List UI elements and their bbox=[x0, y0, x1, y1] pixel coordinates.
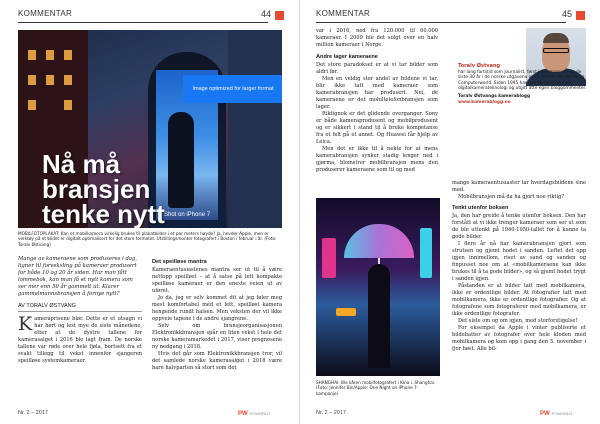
shot-on-label: Shot on iPhone 7 bbox=[164, 212, 211, 218]
shanghai-photo bbox=[316, 198, 440, 376]
photo-caption: SHANGHAI: Ble kåren mobilfotografert i Kina i. Shanghai. (Foto: Jennifer Bin/Apple: One Night on iPhone 7-kampanje) bbox=[316, 380, 436, 396]
subheading: Andre lager kameraene bbox=[316, 54, 378, 60]
byline: AV TORALV ØSTVANG bbox=[18, 303, 142, 312]
author-description: har lang fartstid som journalist, først i dagspressen og de siste 30 år i de norske utgavene av PC World, Macworld og Computerworld. Siden 1995 har han skrevet mye om digitalkamerateknologi og utgitt åtte egen bloggommenter. bbox=[458, 69, 587, 92]
subheading: Tenkt utenfor boksen bbox=[452, 205, 509, 211]
page-marker bbox=[275, 11, 284, 20]
dropcap: K bbox=[18, 313, 33, 335]
hero-photo bbox=[18, 30, 282, 228]
author-bio bbox=[458, 64, 588, 105]
header-rule bbox=[18, 22, 268, 23]
page-marker bbox=[576, 11, 585, 20]
col2: mange kameraentusiaster tar hverdagsbildene sine med. Mobilbransjen må da ha gjort noe riktig? Tenkt utenfor boksen Ja, den har greide å tenke utenfor boksen. Den har forstått at vi ikke trenger kameraer som ser ut som de ble uttenkt på 1940-1950-tallet for å kunne ta gode bilder. I flere år nå har kamerabransjen gjort som strutsen og gjemt hodet i sanden. Leftet det opp igjen innimellom, riset av sand og sanden og finpusset noe om at «mobilkameraene kan ikke brukes til å ta gode bilder», og så gjemt hodet trygt i sanden igjen. Påstanden er at bilder tatt med mobilkamera, ikke er ordentlige bilder. At fotografier tatt med mobilkamera, ikke er ordentlige fotografier. Og at fotografene som fotograferer med mobilkamera, er ikke ordentlige fotografer. Det siste om og om igjen, med storforstigelse! For eksempel da Apple i vinter publiserte et bildebatter av fotografer over hele kloden med mobilkamera og kom opp i gang den 5. november i fjor høst. Alle bil- bbox=[452, 180, 586, 352]
footer-logo: PW PCWORLD bbox=[238, 411, 271, 417]
col1: var i 2016, ned fra 120.000 til 60.000 kameraer. I 2009 ble det solgt over en halv million kameraer i Norge. Andre lager kameraene Det store paradokset er at vi tar bilder som aldri før. Men en veldig stor andel av bildene vi tar, blir ikke tatt med kameraer som kamerabransjen har produsert. Nei, de kameraene er det mobiltelefonbransjen som lager. Riktignok er det glidende overganger. Sony er både kameraprodusent og mobilprodusent og er sikkert i stand til å bruke kompetanse fra et felt på et annet. Og Huawei får hjelp av Leica. Men det er ikke til å nekte for at mens kamerabransjen synker stadig lenger ned i gjørma, blomstrer mobilbransjen mens den produserer kameraene som til og med bbox=[316, 28, 438, 173]
subheading: Det speilløse mantra bbox=[152, 259, 207, 265]
blog-label: Toralv Østvangs kamerablogg bbox=[458, 93, 531, 99]
author-name: Toralv Østvang bbox=[458, 63, 501, 69]
footer-issue: Nr. 2 – 2017 bbox=[316, 410, 346, 416]
header-rule bbox=[316, 22, 566, 23]
page-number: 45 bbox=[562, 9, 573, 19]
photo-caption: MOBILFOTOPLAKAT: Kan et mobilkamera virkelig brukes til plakatbilder i et par meters høyde? Ja, hevder Apple, men er verktøy på et bildet er digitalt optimalisert for det store formatet. Utstillingsmonter fotografert i Boston i februar i år. (Foto: Toralv Østvang) bbox=[18, 231, 277, 247]
left-column bbox=[18, 256, 142, 365]
silhouette bbox=[168, 112, 194, 208]
optimized-label: Image optimized for larger format bbox=[183, 75, 282, 103]
blog-link[interactable]: www.kamerablogg.no bbox=[458, 99, 511, 105]
right-page bbox=[300, 0, 600, 424]
body-text: Kameraprisene blør. Dette er et utsagn vi har hørt og lest mye de siste månedene, etter at de dystre tallene for kamerasalget i 2016 ble lagt fram. De norske tallene var røde over hele fjøla, bortsett fra et svakt tillegg til vekst innenfor sjangeren speilløse systemkameraer. bbox=[18, 313, 142, 364]
page-number: 44 bbox=[261, 9, 272, 19]
lead-paragraph: Mange av kameraene som produseres i dag, ligner til forveksling på kameraer produsert for både 10 og 20 år siden. Har man fått lommebok, kan man få et nytt kamera som ser mer enn 50 år gammelt ut. Klarer gammelmannsbransjen å fornye nytt? bbox=[18, 256, 138, 297]
section-header: KOMMENTAR bbox=[316, 9, 371, 18]
section-header: KOMMENTAR bbox=[18, 9, 73, 18]
footer-logo: PW PCWORLD bbox=[540, 411, 573, 417]
headline: Nå må bransjen tenke nytt bbox=[42, 149, 165, 228]
footer-issue: Nr. 2 – 2017 bbox=[18, 410, 48, 416]
right-column: Det speilløse mantra Kameraentusiastenes mantra ser ut til å være nettopp speilløst – at å satse på lett kompakte speilløse kameraer er den eneste veien ut av uføret. Jo da, jeg er selv kommet dit at jeg føler meg mest komfortabel med et lett, speilløst kamera hengende rundt halsen. Men veksten der vil ikke oppveie tapene i de andre sjangrene. Selv om bransjeorganisasjonen Elektronikkbransjen spår en liten vekst i hele det norske kameramarkedet i 2017, viser prognosene ny nedgang i 2018. Hvis det går som Elektronikkbransjen tror, vil det samlede norske kamerasalget i 2018 være bare halvparten så stort som det bbox=[152, 259, 282, 371]
